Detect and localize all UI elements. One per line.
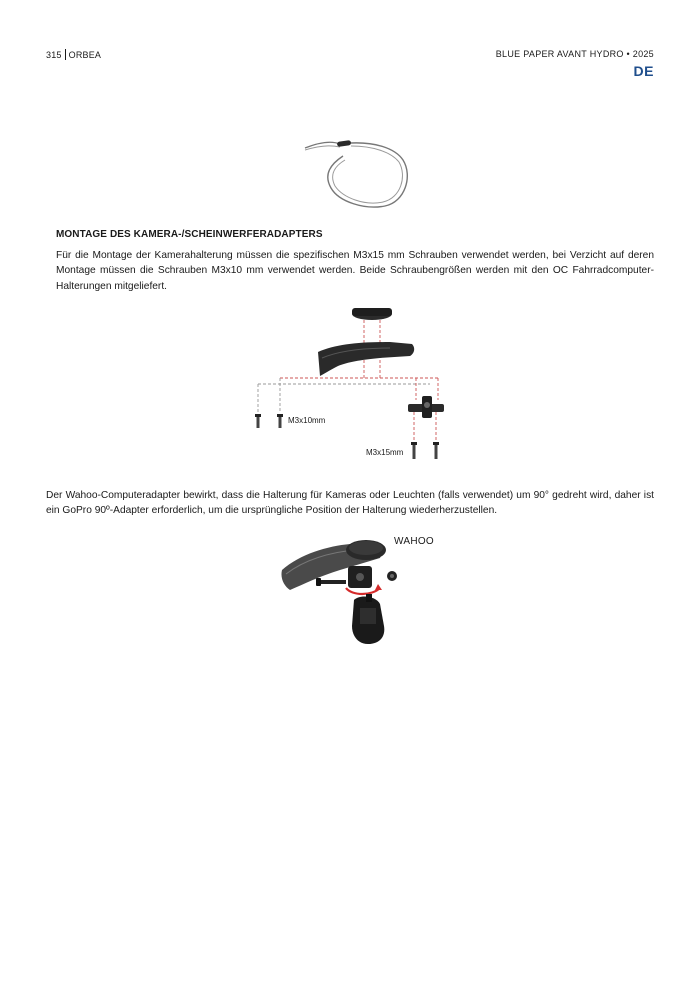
brand-name: ORBEA bbox=[68, 49, 102, 60]
document-title: BLUE PAPER AVANT HYDRO • 2025 bbox=[495, 49, 654, 59]
wahoo-label: WAHOO bbox=[394, 536, 435, 547]
screw-m3x10-right bbox=[277, 414, 283, 428]
camera-adapter-exploded-diagram bbox=[240, 300, 460, 470]
screw-m3x15-right bbox=[433, 442, 439, 459]
page-header-left bbox=[46, 49, 101, 60]
screw-m3x10-left bbox=[255, 414, 261, 428]
language-code: DE bbox=[633, 63, 654, 79]
lanyard-illustration bbox=[295, 130, 425, 215]
section-title: MONTAGE DES KAMERA-/SCHEINWERFERADAPTERS bbox=[56, 229, 323, 240]
page-number: 315 bbox=[46, 49, 62, 60]
handlebar-mount-arm bbox=[318, 342, 414, 376]
screw-long-label: M3x15mm bbox=[366, 448, 404, 457]
screw-m3x15-left bbox=[411, 442, 417, 459]
mounting-instructions-paragraph: Für die Montage der Kamerahalterung müssen die spezifischen M3x15 mm Schrauben verwendet werden, bei Verzicht auf deren Montage müssen die Schrauben M3x10 mm verwendet werden. Beide Schraubengrößen werden mit den OC Fahrradcomputer-Halterungen mitgeliefert. bbox=[56, 250, 654, 292]
wahoo-adapter-illustration bbox=[280, 530, 460, 655]
header-divider bbox=[65, 49, 66, 60]
rotation-arrow-icon bbox=[346, 588, 380, 594]
gopro-adapter bbox=[408, 396, 444, 418]
wahoo-adapter-paragraph: Der Wahoo-Computeradapter bewirkt, dass die Halterung für Kameras oder Leuchten (falls verwendet) um 90° gedreht wird, daher ist ein GoPro 90º-Adapter erforderlich, um die ursprüngliche Position der Halterung wiederherzustellen. bbox=[46, 490, 654, 517]
screw-short-label: M3x10mm bbox=[288, 416, 326, 425]
